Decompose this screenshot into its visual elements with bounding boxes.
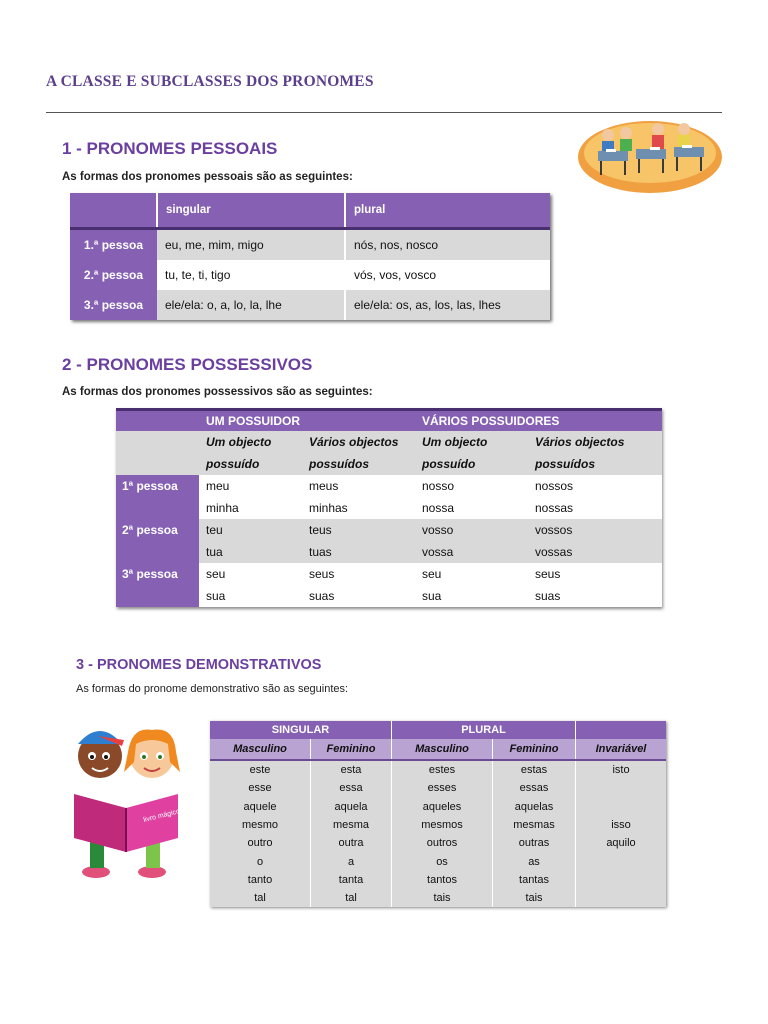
- section-intro-pessoais: As formas dos pronomes pessoais são as seguintes:: [62, 171, 353, 183]
- table-cell: sua: [415, 585, 528, 607]
- table-cell: este: [210, 760, 311, 779]
- table-cell: tal: [311, 889, 392, 907]
- table-cell: essas: [493, 779, 576, 797]
- table-cell: ele/ela: os, as, los, las, lhes: [345, 290, 550, 320]
- table-sub-header-row: [116, 453, 662, 475]
- table-cell: [576, 871, 667, 889]
- row-label: 3ª pessoa: [116, 563, 199, 585]
- table-cell: minhas: [302, 497, 415, 519]
- row-label: 1ª pessoa: [116, 475, 199, 497]
- table-cell: meus: [302, 475, 415, 497]
- table-cell: isso: [576, 816, 667, 834]
- row-label: 3.ª pessoa: [70, 290, 157, 320]
- table-cell: aquilo: [576, 834, 667, 852]
- table-cell: tanta: [311, 871, 392, 889]
- group-header-cell: PLURAL: [392, 721, 576, 739]
- row-label: 1.ª pessoa: [70, 229, 157, 261]
- table-cell: sua: [199, 585, 302, 607]
- table-cell: esses: [392, 779, 493, 797]
- table-cell: nós, nos, nosco: [345, 229, 550, 261]
- table-cell: aqueles: [392, 798, 493, 816]
- section-title-pessoais: 1 - PRONOMES PESSOAIS: [62, 139, 278, 158]
- table-cell: tais: [392, 889, 493, 907]
- table-cell: os: [392, 852, 493, 870]
- section-intro-possessivos: As formas dos pronomes possessivos são as seguintes:: [62, 386, 373, 398]
- table-sub-header-row: [210, 739, 666, 760]
- table-cell: seu: [415, 563, 528, 585]
- table-cell: as: [493, 852, 576, 870]
- table-header-row: [70, 193, 550, 229]
- section-title-demonstrativos: 3 - PRONOMES DEMONSTRATIVOS: [76, 657, 322, 673]
- sub-header-cell: Vários objectos: [528, 431, 662, 453]
- table-cell: outros: [392, 834, 493, 852]
- table-cell: vossos: [528, 519, 662, 541]
- table-cell: eu, me, mim, migo: [157, 229, 345, 261]
- header-cell-empty: [116, 453, 199, 475]
- table-cell: meu: [199, 475, 302, 497]
- table-cell: minha: [199, 497, 302, 519]
- sub-header-cell: possuído: [199, 453, 302, 475]
- classroom-illustration: [578, 113, 722, 193]
- table-cell: tu, te, ti, tigo: [157, 260, 345, 290]
- row-label-empty: [116, 541, 199, 563]
- table-cell: seus: [528, 563, 662, 585]
- table-row: [210, 834, 666, 852]
- sub-header-cell: Vários objectos: [302, 431, 415, 453]
- sub-header-cell: possuídos: [528, 453, 662, 475]
- table-cell: mesmos: [392, 816, 493, 834]
- table-row: [70, 260, 550, 290]
- table-cell: tanto: [210, 871, 311, 889]
- table-row: [210, 760, 666, 779]
- table-cell: esse: [210, 779, 311, 797]
- sub-header-cell: possuídos: [302, 453, 415, 475]
- table-group-header-row: [116, 410, 662, 432]
- table-cell: [576, 852, 667, 870]
- table-row: [116, 497, 662, 519]
- table-cell: essa: [311, 779, 392, 797]
- table-row: [70, 290, 550, 320]
- table-row: [116, 519, 662, 541]
- sub-header-cell: possuído: [415, 453, 528, 475]
- table-cell: o: [210, 852, 311, 870]
- group-header-cell: UM POSSUIDOR: [199, 410, 415, 432]
- table-cell: tua: [199, 541, 302, 563]
- table-row: [210, 852, 666, 870]
- row-label: 2ª pessoa: [116, 519, 199, 541]
- table-cell: mesma: [311, 816, 392, 834]
- table-cell: esta: [311, 760, 392, 779]
- table-cell: vossas: [528, 541, 662, 563]
- table-group-header-row: [210, 721, 666, 739]
- sub-header-cell: Masculino: [210, 739, 311, 760]
- table-cell: a: [311, 852, 392, 870]
- table-cell: nossa: [415, 497, 528, 519]
- header-cell: [70, 193, 157, 229]
- table-cell: nosso: [415, 475, 528, 497]
- group-header-cell: SINGULAR: [210, 721, 392, 739]
- table-cell: vós, vos, vosco: [345, 260, 550, 290]
- row-label: 2.ª pessoa: [70, 260, 157, 290]
- table-row: [210, 889, 666, 907]
- table-row: [116, 563, 662, 585]
- table-cell: tuas: [302, 541, 415, 563]
- table-cell: tantos: [392, 871, 493, 889]
- table-row: [116, 541, 662, 563]
- table-cell: teu: [199, 519, 302, 541]
- table-cell: estes: [392, 760, 493, 779]
- book-cover-text: livro mágico: [142, 808, 181, 824]
- table-cell: outras: [493, 834, 576, 852]
- table-cell: suas: [302, 585, 415, 607]
- table-row: [210, 798, 666, 816]
- table-row: [70, 229, 550, 261]
- group-header-cell: VÁRIOS POSSUIDORES: [415, 410, 662, 432]
- table-cell: teus: [302, 519, 415, 541]
- table-row: [210, 779, 666, 797]
- table-cell: suas: [528, 585, 662, 607]
- section-intro-demonstrativos: As formas do pronome demonstrativo são as seguintes:: [76, 683, 349, 695]
- table-row: [210, 871, 666, 889]
- table-sub-header-row: [116, 431, 662, 453]
- group-header-cell-empty: [576, 721, 667, 739]
- header-cell: singular: [157, 193, 345, 229]
- section-title-possessivos: 2 - PRONOMES POSSESSIVOS: [62, 355, 313, 374]
- header-cell: plural: [345, 193, 550, 229]
- row-label-empty: [116, 497, 199, 519]
- table-cell: seus: [302, 563, 415, 585]
- table-cell: tantas: [493, 871, 576, 889]
- table-cell: ele/ela: o, a, lo, la, lhe: [157, 290, 345, 320]
- table-cell: aquela: [311, 798, 392, 816]
- header-cell-empty: [116, 431, 199, 453]
- table-cell: [576, 889, 667, 907]
- table-cell: [576, 779, 667, 797]
- table-pessoais: [70, 193, 550, 320]
- sub-header-cell: Invariável: [576, 739, 667, 760]
- table-cell: nossas: [528, 497, 662, 519]
- table-row: [210, 816, 666, 834]
- table-demonstrativos: [210, 721, 666, 907]
- table-cell: aquelas: [493, 798, 576, 816]
- table-cell: nossos: [528, 475, 662, 497]
- table-cell: aquele: [210, 798, 311, 816]
- row-label-empty: [116, 585, 199, 607]
- sub-header-cell: Feminino: [311, 739, 392, 760]
- table-cell: mesmo: [210, 816, 311, 834]
- reading-children-illustration: [62, 722, 190, 882]
- sub-header-cell: Masculino: [392, 739, 493, 760]
- table-possessivos: [116, 408, 662, 607]
- table-cell: estas: [493, 760, 576, 779]
- table-row: [116, 585, 662, 607]
- table-cell: mesmas: [493, 816, 576, 834]
- table-cell: tais: [493, 889, 576, 907]
- sub-header-cell: Feminino: [493, 739, 576, 760]
- sub-header-cell: Um objecto: [415, 431, 528, 453]
- table-cell: outro: [210, 834, 311, 852]
- table-cell: vossa: [415, 541, 528, 563]
- table-cell: tal: [210, 889, 311, 907]
- table-cell: vosso: [415, 519, 528, 541]
- header-cell-empty: [116, 410, 199, 432]
- table-cell: outra: [311, 834, 392, 852]
- table-cell: [576, 798, 667, 816]
- table-cell: isto: [576, 760, 667, 779]
- table-cell: seu: [199, 563, 302, 585]
- table-row: [116, 475, 662, 497]
- sub-header-cell: Um objecto: [199, 431, 302, 453]
- document-title: A CLASSE E SUBCLASSES DOS PRONOMES: [46, 73, 374, 90]
